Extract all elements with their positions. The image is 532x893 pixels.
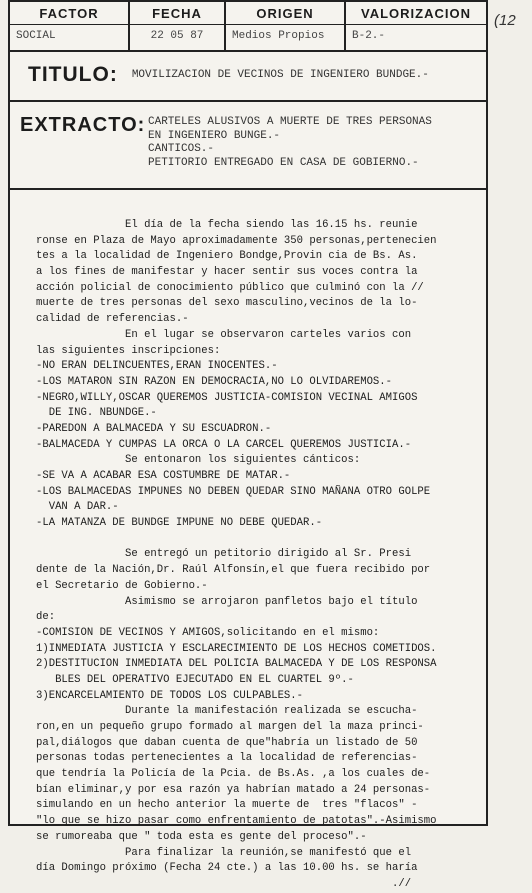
body-line: Durante la manifestación realizada se escucha- (36, 705, 418, 718)
body-line: VAN A DAR.- (36, 501, 119, 514)
body-line: dente de la Nación,Dr. Raúl Alfonsín,el que fuera recibido por (36, 564, 431, 577)
body-line: .// (36, 877, 412, 890)
body-line: El día de la fecha siendo las 16.15 hs. reunie (36, 219, 418, 231)
titulo-value: MOVILIZACION DE VECINOS DE INGENIERO BUNDGE.- (131, 69, 429, 81)
body-line: "lo que se hizo pasar como enfrentamiento de patotas".-Asimismo (36, 815, 437, 828)
factor-value: SOCIAL (16, 30, 56, 42)
body-line: -LA MATANZA DE BUNDGE IMPUNE NO DEBE QUEDAR.- (36, 517, 323, 530)
fecha-label: FECHA (130, 2, 224, 25)
margin-note: (12 (494, 12, 516, 29)
body-line: simulando en un hecho anterior la muerte de tres "flacos" - (36, 799, 418, 812)
header-row (10, 2, 486, 52)
body-text (36, 218, 476, 893)
body-line: Se entonaron los siguientes cánticos: (36, 454, 361, 467)
body-line: que tendría la Policía de la Pcia. de Bs.As. ,a los cuales de- (36, 768, 431, 781)
factor-label: FACTOR (10, 2, 128, 25)
factor-cell (10, 2, 130, 50)
report-body (10, 188, 486, 890)
body-line: -COMISION DE VECINOS Y AMIGOS,solicitando en el mismo: (36, 626, 380, 639)
body-line: ron,en un pequeño grupo formado al margen del la maza princi- (36, 721, 424, 733)
body-line (36, 532, 476, 548)
body-line: a los fines de manifestar y hacer sentir sus voces contra la (36, 266, 418, 279)
body-line: personas todas pertenecientes a la localidad de referencias- (36, 752, 418, 765)
body-line: acción policial de conocimiento público que culminó con la // (36, 281, 424, 294)
extracto-line: CANTICOS.- (148, 143, 215, 155)
body-line: Para finalizar la reunión,se manifestó que el (36, 846, 412, 859)
body-line: -NO ERAN DELINCUENTES,ERAN INOCENTES.- (36, 360, 278, 373)
fecha-value: 22 05 87 (150, 30, 204, 42)
valorizacion-value: B-2.- (352, 30, 386, 42)
body-line: Asimismo se arrojaron panfletos bajo el título (36, 595, 418, 608)
body-line: Se entregó un petitorio dirigido al Sr. Presi (36, 548, 412, 561)
fecha-cell (130, 2, 226, 50)
valorizacion-cell (346, 2, 486, 50)
body-line: -BALMACEDA Y CUMPAS LA ORCA O LA CARCEL QUEREMOS JUSTICIA.- (36, 438, 412, 451)
valorizacion-label: VALORIZACION (346, 2, 486, 25)
body-line: 3)ENCARCELAMIENTO DE TODOS LOS CULPABLES.- (36, 689, 304, 702)
body-line: bían eliminar,y por esa razón ya habrían matado a 24 personas- (36, 783, 431, 796)
body-line: En el lugar se observaron carteles varios con (36, 328, 412, 341)
extracto-line: CARTELES ALUSIVOS A MUERTE DE TRES PERSONAS (148, 116, 432, 128)
origen-label: ORIGEN (226, 2, 344, 25)
extracto-section (10, 100, 486, 190)
body-line: BLES DEL OPERATIVO EJECUTADO EN EL CUARTEL 9º.- (36, 673, 354, 686)
body-line: ronse en Plaza de Mayo aproximadamente 350 personas,pertenecien (36, 234, 437, 247)
body-line: -LOS MATARON SIN RAZON EN DEMOCRACIA,NO LO OLVIDAREMOS.- (36, 375, 393, 388)
titulo-label: TITULO: (28, 63, 118, 86)
body-line: el Secretario de Gobierno.- (36, 579, 208, 592)
extracto-label: EXTRACTO: (20, 114, 146, 136)
report-form (8, 0, 488, 890)
body-line: -PAREDON A BALMACEDA Y SU ESCUADRON.- (36, 422, 272, 435)
origen-cell (226, 2, 346, 50)
body-line: de: (36, 611, 56, 624)
body-line: -NEGRO,WILLY,OSCAR QUEREMOS JUSTICIA-COMISION VECINAL AMIGOS (36, 391, 418, 404)
title-row (10, 50, 486, 102)
extracto-lines (148, 116, 432, 170)
body-line: calidad de referencias.- (36, 313, 189, 326)
body-line: pal,diálogos que daban cuenta de que"habría un listado de 50 (36, 736, 418, 749)
body-line: -LOS BALMACEDAS IMPUNES NO DEBEN QUEDAR SINO MAÑANA OTRO GOLPE (36, 485, 431, 498)
body-line: día Domingo próximo (Fecha 24 cte.) a las 10.00 hs. se haría (36, 862, 418, 875)
body-line: muerte de tres personas del sexo masculino,vecinos de la lo- (36, 297, 418, 310)
body-line: -SE VA A ACABAR ESA COSTUMBRE DE MATAR.- (36, 470, 291, 482)
origen-value: Medios Propios (232, 30, 325, 42)
body-line: las siguientes inscripciones: (36, 344, 221, 357)
extracto-line: EN INGENIERO BUNGE.- (148, 129, 281, 142)
body-line: se rumoreaba que " toda esta es gente del proceso".- (36, 830, 367, 843)
body-line: 2)DESTITUCION INMEDIATA DEL POLICIA BALMACEDA Y DE LOS RESPONSA (36, 658, 437, 671)
extracto-line: PETITORIO ENTREGADO EN CASA DE GOBIERNO.- (148, 156, 419, 169)
body-line: DE ING. NBUNDGE.- (36, 407, 157, 420)
body-line: 1)INMEDIATA JUSTICIA Y ESCLARECIMIENTO DE LOS HECHOS COMETIDOS. (36, 642, 437, 655)
body-line: tes a la localidad de Ingeniero Bondge,Provin cia de Bs. As. (36, 250, 418, 263)
